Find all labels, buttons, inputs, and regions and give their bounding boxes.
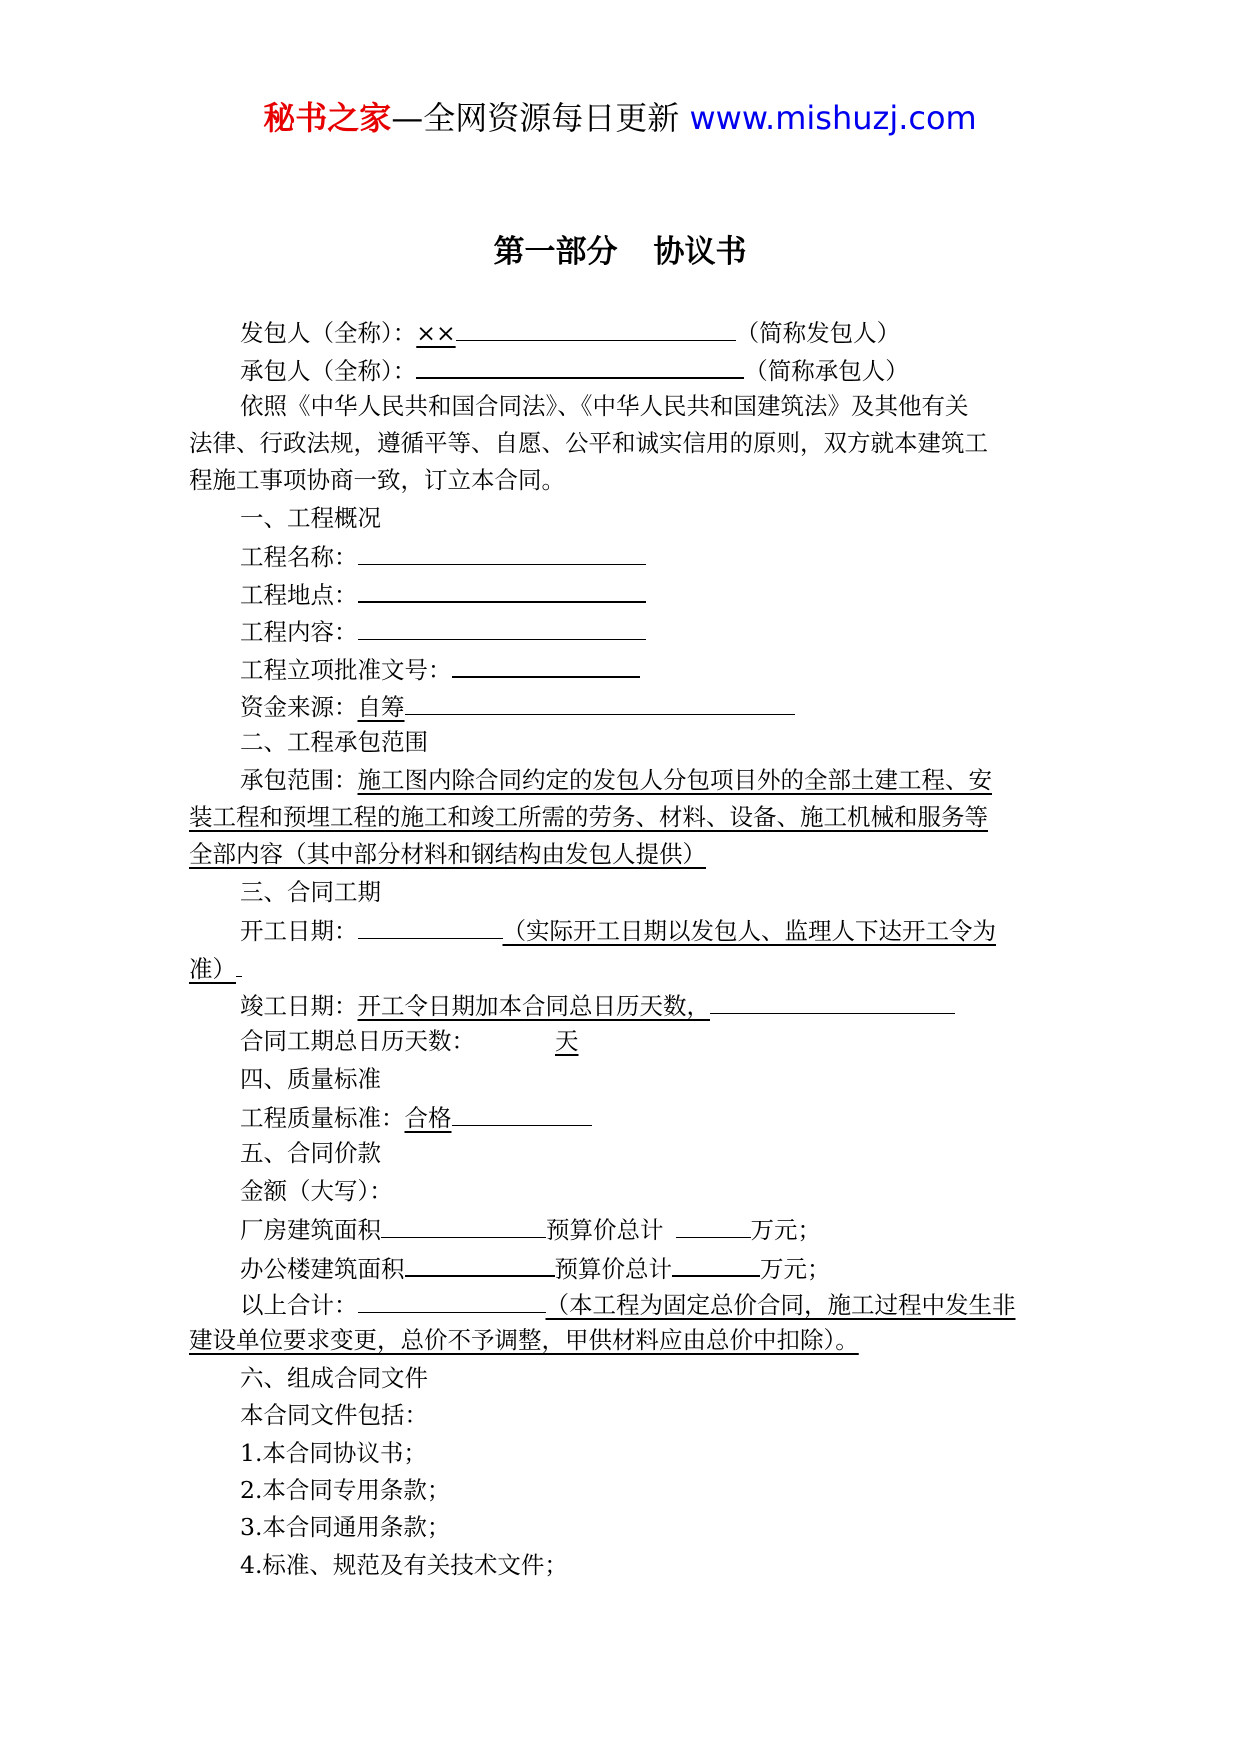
start-date-note: （实际开工日期以发包人、监理人下达开工令为 bbox=[502, 917, 996, 945]
sec6-heading: 六、组成合同文件 bbox=[240, 1364, 428, 1392]
intro-line-2: 法律、行政法规，遵循平等、自愿、公平和诚实信用的原则，双方就本建筑工 bbox=[189, 429, 988, 457]
employer-value: ×× bbox=[416, 319, 456, 347]
total-line bbox=[240, 1285, 1016, 1323]
factory-area-label: 厂房建筑面积 bbox=[240, 1216, 381, 1244]
approval-blank bbox=[452, 649, 640, 678]
document-item-3: 3.本合同通用条款； bbox=[240, 1513, 451, 1541]
finish-date-blank bbox=[710, 986, 955, 1014]
project-content-line bbox=[240, 612, 646, 650]
employer-line bbox=[240, 313, 900, 351]
documents-intro: 本合同文件包括： bbox=[240, 1401, 428, 1429]
fund-line bbox=[240, 687, 795, 725]
document-item-2: 2.本合同专用条款； bbox=[240, 1476, 451, 1504]
factory-budget-blank bbox=[676, 1210, 751, 1238]
project-location-line bbox=[240, 574, 646, 613]
project-name-line bbox=[240, 537, 646, 575]
sec3-heading: 三、合同工期 bbox=[240, 878, 381, 906]
sec5-heading: 五、合同价款 bbox=[240, 1139, 381, 1167]
start-date-blank bbox=[358, 911, 503, 939]
quality-value: 合格 bbox=[404, 1104, 452, 1132]
total-line-2 bbox=[189, 1322, 859, 1358]
quality-line bbox=[240, 1098, 592, 1136]
finish-date-label: 竣工日期： bbox=[240, 992, 358, 1020]
total-label: 以上合计： bbox=[240, 1291, 358, 1319]
project-content-label: 工程内容： bbox=[240, 618, 358, 646]
document-item-1: 1.本合同协议书； bbox=[240, 1439, 427, 1467]
title-part: 第一部分 bbox=[493, 234, 618, 270]
contractor-short: （简称承包人） bbox=[744, 357, 909, 385]
project-name-blank bbox=[358, 537, 646, 565]
contractor-blank bbox=[416, 350, 744, 379]
fund-value: 自筹 bbox=[357, 693, 405, 721]
site-tagline: —全网资源每日更新 bbox=[391, 99, 680, 137]
office-unit: 万元； bbox=[760, 1255, 831, 1283]
start-date-line-2 bbox=[189, 949, 242, 987]
project-name-label: 工程名称： bbox=[240, 543, 358, 571]
scope-line-3: 全部内容（其中部分材料和钢结构由发包人提供） bbox=[189, 840, 706, 868]
sec4-heading: 四、质量标准 bbox=[240, 1065, 381, 1093]
site-brand: 秘书之家 bbox=[263, 99, 392, 137]
office-area-label: 办公楼建筑面积 bbox=[240, 1255, 405, 1283]
quality-blank bbox=[452, 1098, 592, 1126]
project-location-blank bbox=[358, 574, 646, 603]
total-days-line bbox=[240, 1023, 579, 1059]
start-date-line bbox=[240, 911, 996, 949]
start-date-label: 开工日期： bbox=[240, 917, 358, 945]
approval-line bbox=[240, 649, 640, 688]
site-url-link[interactable]: www.mishuzj.com bbox=[689, 99, 977, 137]
document-item-4: 4.标准、规范及有关技术文件； bbox=[240, 1551, 568, 1579]
fund-label: 资金来源： bbox=[240, 693, 358, 721]
page-title bbox=[0, 232, 1240, 272]
contractor-line bbox=[240, 350, 909, 389]
total-days-unit: 天 bbox=[555, 1027, 579, 1055]
sec1-heading: 一、工程概况 bbox=[240, 504, 381, 532]
sec2-heading: 二、工程承包范围 bbox=[240, 728, 428, 756]
scope-line-2: 装工程和预埋工程的施工和竣工所需的劳务、材料、设备、施工机械和服务等 bbox=[189, 803, 988, 831]
finish-date-line bbox=[240, 986, 955, 1024]
total-days-label: 合同工期总日历天数： bbox=[240, 1027, 475, 1055]
office-line bbox=[240, 1248, 831, 1287]
employer-blank bbox=[456, 313, 736, 341]
employer-short: （简称发包人） bbox=[735, 319, 901, 347]
amount-line: 金额（大写）： bbox=[240, 1177, 393, 1205]
finish-date-value: 开工令日期加本合同总日历天数， bbox=[357, 992, 710, 1020]
fund-blank bbox=[405, 687, 795, 715]
project-location-label: 工程地点： bbox=[240, 581, 358, 609]
total-note: （本工程为固定总价合同，施工过程中发生非 bbox=[545, 1291, 1016, 1319]
factory-line bbox=[240, 1210, 821, 1248]
intro-line-1: 依照《中华人民共和国合同法》、《中华人民共和国建筑法》及其他有关 bbox=[240, 392, 969, 420]
office-budget-label: 预算价总计 bbox=[554, 1255, 672, 1283]
contractor-label: 承包人（全称）： bbox=[240, 357, 417, 385]
intro-line-3: 程施工事项协商一致，订立本合同。 bbox=[189, 466, 565, 494]
scope-label: 承包范围： bbox=[240, 766, 358, 794]
site-header bbox=[0, 98, 1240, 138]
total-blank bbox=[358, 1285, 546, 1313]
total-note-end: 建设单位要求变更，总价不予调整，甲供材料应由总价中扣除）。 bbox=[189, 1326, 859, 1354]
office-area-blank bbox=[405, 1248, 555, 1277]
employer-label: 发包人（全称）： bbox=[240, 319, 417, 347]
scope-line-1 bbox=[240, 762, 992, 798]
start-date-note-end: 准） bbox=[189, 955, 236, 983]
factory-unit: 万元； bbox=[750, 1216, 821, 1244]
factory-budget-label: 预算价总计 bbox=[546, 1216, 664, 1244]
project-content-blank bbox=[358, 612, 646, 640]
quality-label: 工程质量标准： bbox=[240, 1104, 405, 1132]
office-budget-blank bbox=[672, 1248, 760, 1277]
factory-area-blank bbox=[381, 1210, 546, 1238]
title-name: 协议书 bbox=[653, 234, 747, 270]
scope-text-1: 施工图内除合同约定的发包人分包项目外的全部土建工程、安 bbox=[357, 766, 992, 794]
approval-label: 工程立项批准文号： bbox=[240, 656, 452, 684]
